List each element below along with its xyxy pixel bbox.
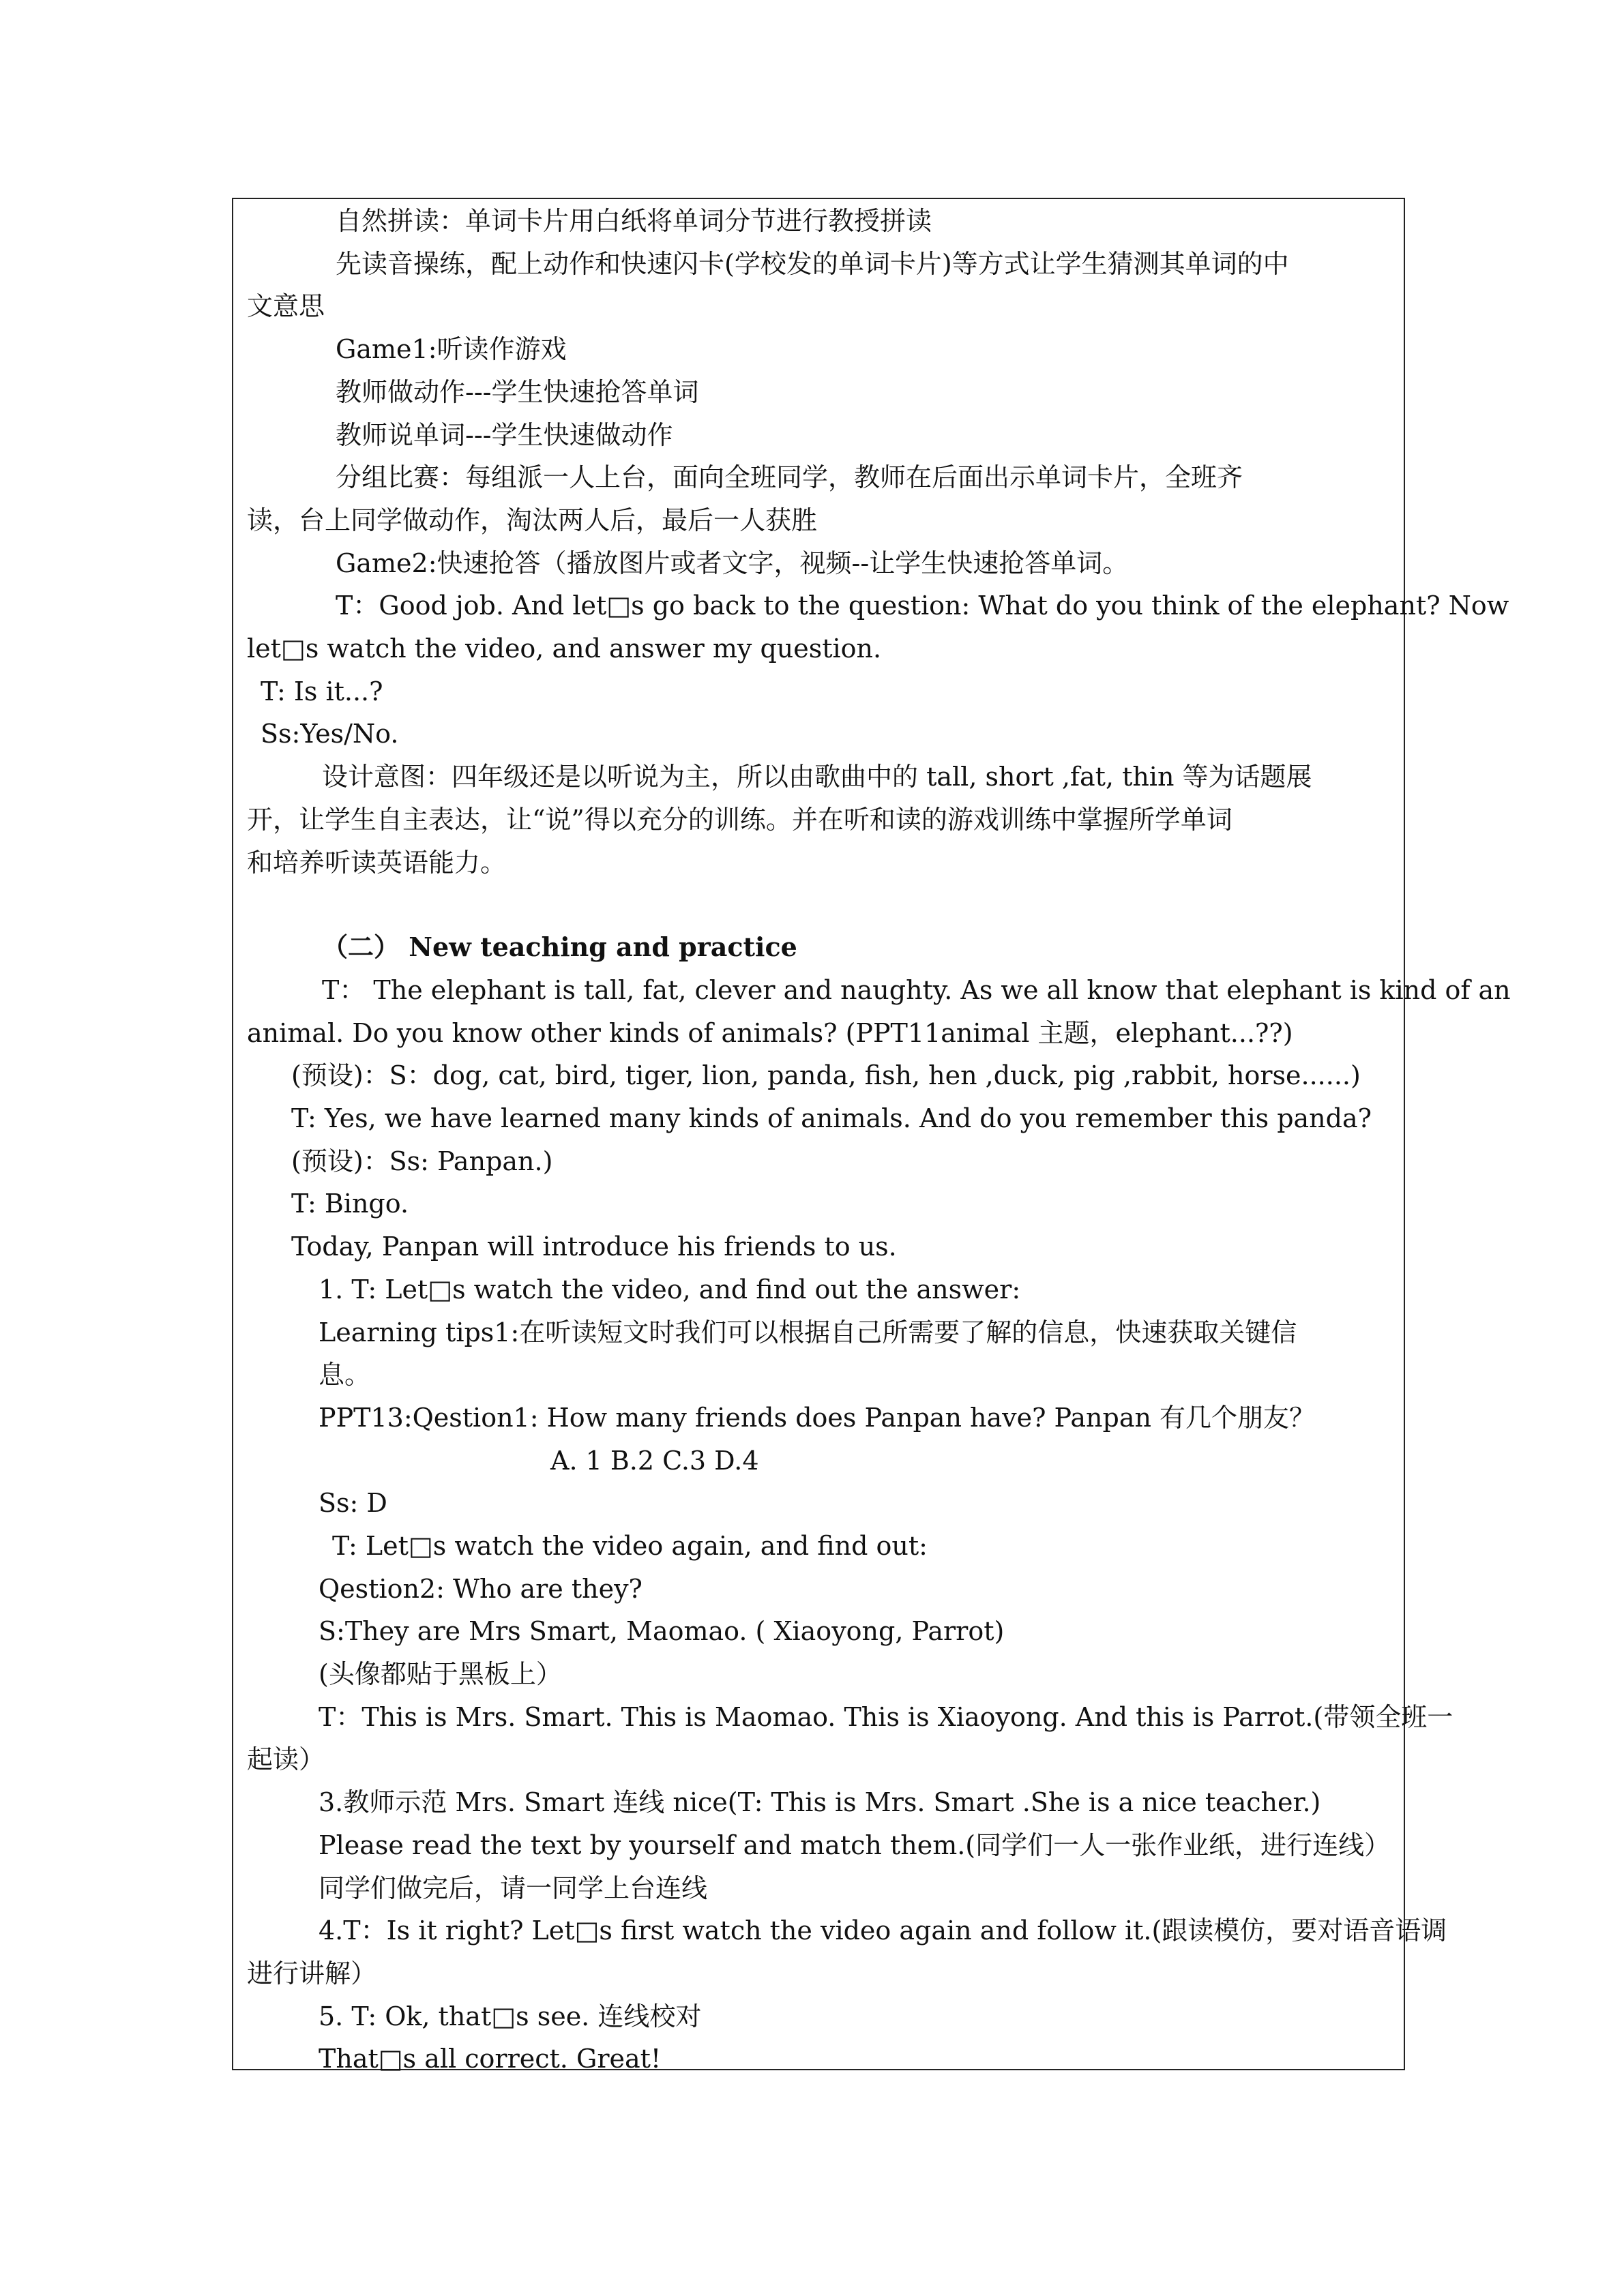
text-line: 1. T: Let□s watch the video, and find out the answer: (319, 1274, 1021, 1304)
text-line: T： The elephant is tall, fat, clever and naughty. As we all know that elephant is kind of an (322, 975, 1511, 1005)
text-line: (头像都贴于黑板上） (319, 1659, 562, 1689)
text-line: 进行讲解） (247, 1958, 377, 1988)
text-line: 4.T：Is it right? Let□s first watch the video again and follow it.(跟读模仿，要对语音语调 (319, 1915, 1447, 1945)
text-line: T: Let□s watch the video again, and find out: (332, 1531, 928, 1561)
text-line: 设计意图：四年级还是以听说为主，所以由歌曲中的 tall, short ,fat, thin 等为话题展 (322, 762, 1312, 792)
text-line: 先读音操练，配上动作和快速闪卡(学校发的单词卡片)等方式让学生猜测其单词的中 (336, 249, 1289, 279)
text-line: animal. Do you know other kinds of animals? (PPT11animal 主题，elephant...??) (247, 1018, 1293, 1048)
text-line: 文意思 (247, 291, 325, 321)
text-line: T：Good job. And let□s go back to the question: What do you think of the elephant? Now (336, 591, 1509, 621)
text-line: 教师做动作---学生快速抢答单词 (336, 377, 699, 407)
text-line: Today, Panpan will introduce his friends to us. (291, 1232, 897, 1262)
text-line: T: Yes, we have learned many kinds of animals. And do you remember this panda? (291, 1103, 1372, 1133)
text-line: Ss:Yes/No. (261, 719, 399, 749)
text-line: (预设)：S：dog, cat, bird, tiger, lion, panda, fish, hen ,duck, pig ,rabbit, horse......) (291, 1060, 1361, 1090)
text-line: PPT13:Qestion1: How many friends does Panpan have? Panpan 有几个朋友？ (319, 1403, 1316, 1433)
text-line: Ss: D (319, 1488, 387, 1518)
text-line: 开，让学生自主表达，让“说”得以充分的训练。并在听和读的游戏训练中掌握所学单词 (247, 805, 1232, 835)
text-line: 读，台上同学做动作，淘汰两人后，最后一人获胜 (247, 505, 818, 535)
text-line: A. 1 B.2 C.3 D.4 (550, 1446, 759, 1476)
text-line: Game1:听读作游戏 (336, 334, 567, 364)
text-line: 和培养听读英语能力。 (247, 848, 507, 878)
text-line: Learning tips1:在听读短文时我们可以根据自己所需要了解的信息，快速获取关键信 (319, 1317, 1297, 1347)
text-line: 息。 (319, 1360, 371, 1390)
text-line: 3.教师示范 Mrs. Smart 连线 nice(T: This is Mrs. Smart .She is a nice teacher.) (319, 1787, 1321, 1817)
text-line: T: Bingo. (291, 1189, 409, 1219)
text-line: T：This is Mrs. Smart. This is Maomao. This is Xiaoyong. And this is Parrot.(带领全班一 (319, 1702, 1453, 1732)
text-line: T: Is it...? (261, 676, 383, 706)
text-line: Game2:快速抢答（播放图片或者文字，视频--让学生快速抢答单词。 (336, 548, 1129, 578)
text-line: 起读） (247, 1744, 325, 1774)
text-line: 5. T: Ok, that□s see. 连线校对 (319, 2001, 702, 2031)
text-line: S:They are Mrs Smart, Maomao. ( Xiaoyong, Parrot) (319, 1616, 1005, 1646)
text-line: Please read the text by yourself and match them.(同学们一人一张作业纸，进行连线） (319, 1830, 1391, 1860)
text-line: Qestion2: Who are they? (319, 1574, 643, 1604)
text-line: (预设)：Ss: Panpan.) (291, 1146, 553, 1176)
text-line: 分组比赛：每组派一人上台，面向全班同学，教师在后面出示单词卡片，全班齐 (336, 462, 1243, 492)
text-line: 教师说单词---学生快速做动作 (336, 420, 673, 450)
text-line: let□s watch the video, and answer my question. (247, 633, 882, 664)
text-line: 同学们做完后，请一同学上台连线 (319, 1873, 708, 1903)
text-line: 自然拼读：单词卡片用白纸将单词分节进行教授拼读 (336, 206, 932, 236)
text-line: That□s all correct. Great! (319, 2044, 662, 2074)
text-line: （二） New teaching and practice (322, 931, 797, 962)
